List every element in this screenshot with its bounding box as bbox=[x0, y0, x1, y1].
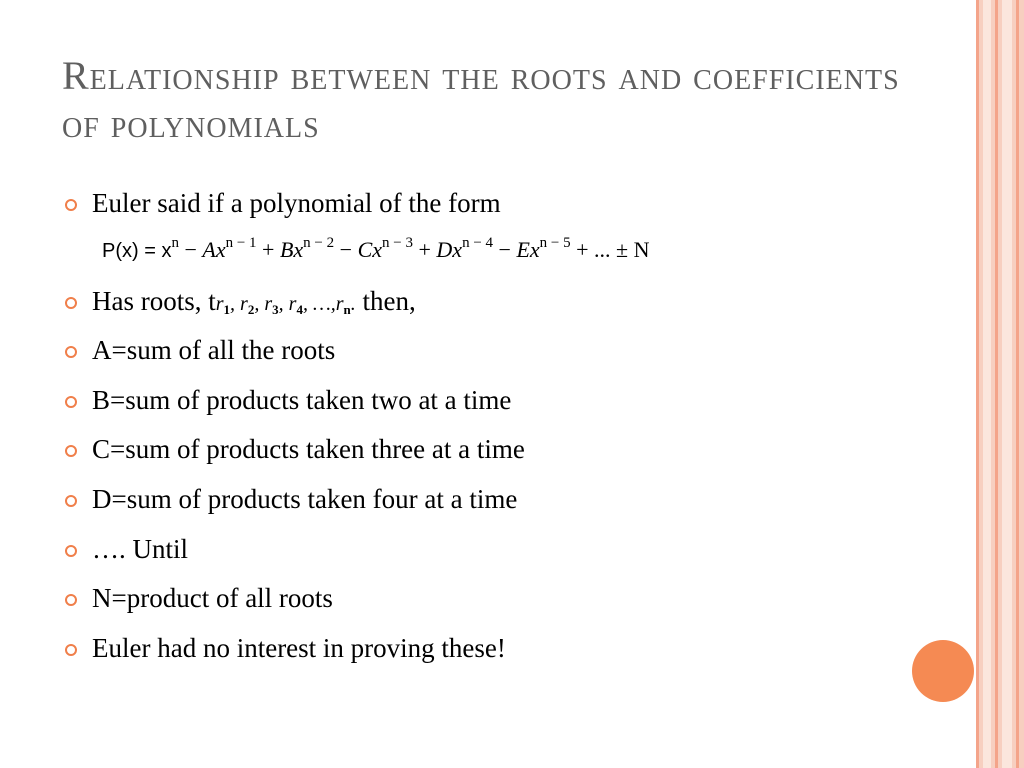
bullet-item bbox=[62, 284, 942, 318]
formula-term-exp: n − 3 bbox=[382, 234, 413, 251]
bullet-item bbox=[62, 482, 942, 516]
root-rn: $r_n$ bbox=[335, 292, 351, 317]
bullet-item bbox=[62, 333, 942, 367]
bullet-item bbox=[62, 383, 942, 417]
bullet-list bbox=[62, 186, 942, 680]
formula-term-coef: Dx bbox=[436, 236, 463, 262]
root-r4: $r_4$ bbox=[288, 292, 303, 317]
formula-term-coef: Ex bbox=[516, 236, 540, 262]
decorative-stripe bbox=[1002, 0, 1012, 768]
root-r3: $r_3$ bbox=[264, 292, 279, 317]
bullet-text: Euler said if a polynomial of the form bbox=[92, 188, 501, 218]
bullet-circle-icon bbox=[65, 396, 77, 408]
formula-term-coef: Bx bbox=[279, 236, 304, 262]
bullet-circle-icon bbox=[65, 545, 77, 557]
bullet-circle-icon bbox=[65, 297, 77, 309]
bullet-item bbox=[62, 432, 942, 466]
formula-term-op: + bbox=[256, 236, 280, 262]
bullet-circle-icon bbox=[65, 594, 77, 606]
bullet-circle-icon bbox=[65, 346, 77, 358]
formula-lhs-exponent: n bbox=[171, 234, 179, 251]
root-r1: $r_1$ bbox=[215, 292, 231, 317]
bullet-circle-icon bbox=[65, 199, 77, 211]
bullet-text: N=product of all roots bbox=[92, 583, 333, 614]
formula-term-exp: n − 4 bbox=[462, 234, 494, 251]
polynomial-formula bbox=[62, 228, 942, 272]
bullet-circle-icon bbox=[65, 644, 77, 656]
roots-list: $r_1$, $r_2$, $r_3$, $r_4$, $\dots,r_n$. bbox=[215, 292, 356, 317]
formula-term-op: − bbox=[493, 236, 517, 262]
bullet-text: D=sum of products taken four at a time bbox=[92, 483, 518, 514]
decorative-stripe bbox=[976, 0, 979, 768]
decorative-orange-circle bbox=[912, 640, 974, 702]
bullet-item bbox=[62, 581, 942, 615]
formula-lhs: P(x) = x bbox=[102, 239, 172, 262]
formula-tail: + ... ± N bbox=[570, 236, 650, 262]
bullet-item bbox=[62, 532, 942, 566]
formula-term-op: + bbox=[412, 236, 437, 262]
bullet-circle-icon bbox=[65, 445, 77, 457]
formula-term-op: − bbox=[178, 236, 203, 262]
bullet-item bbox=[62, 186, 942, 220]
formula-term-op: − bbox=[334, 236, 358, 262]
slide-title: Relationship between the roots and coefficients of polynomials bbox=[62, 53, 900, 146]
root-ellipsis: … bbox=[312, 292, 331, 315]
bullet-item bbox=[62, 631, 942, 665]
formula-term-exp: n − 2 bbox=[303, 234, 335, 251]
formula-term-exp: n − 1 bbox=[225, 234, 257, 251]
decorative-stripe bbox=[1016, 0, 1019, 768]
bullet-text: Has roots, t bbox=[92, 285, 216, 316]
formula-term-coef: Ax bbox=[202, 236, 226, 262]
bullet-text: A=sum of all the roots bbox=[92, 335, 336, 366]
formula-term-exp: n − 5 bbox=[539, 234, 571, 251]
decorative-stripe bbox=[983, 0, 991, 768]
bullet-text: Euler had no interest in proving these! bbox=[92, 632, 506, 663]
bullet-text: then, bbox=[355, 285, 416, 316]
bullet-text: B=sum of products taken two at a time bbox=[92, 384, 512, 415]
bullet-circle-icon bbox=[65, 495, 77, 507]
bullet-text: …. Until bbox=[92, 533, 189, 564]
decorative-stripe bbox=[995, 0, 998, 768]
formula-term-coef: Cx bbox=[357, 236, 383, 262]
bullet-text: C=sum of products taken three at a time bbox=[92, 434, 525, 465]
root-r2: $r_2$ bbox=[240, 292, 255, 317]
